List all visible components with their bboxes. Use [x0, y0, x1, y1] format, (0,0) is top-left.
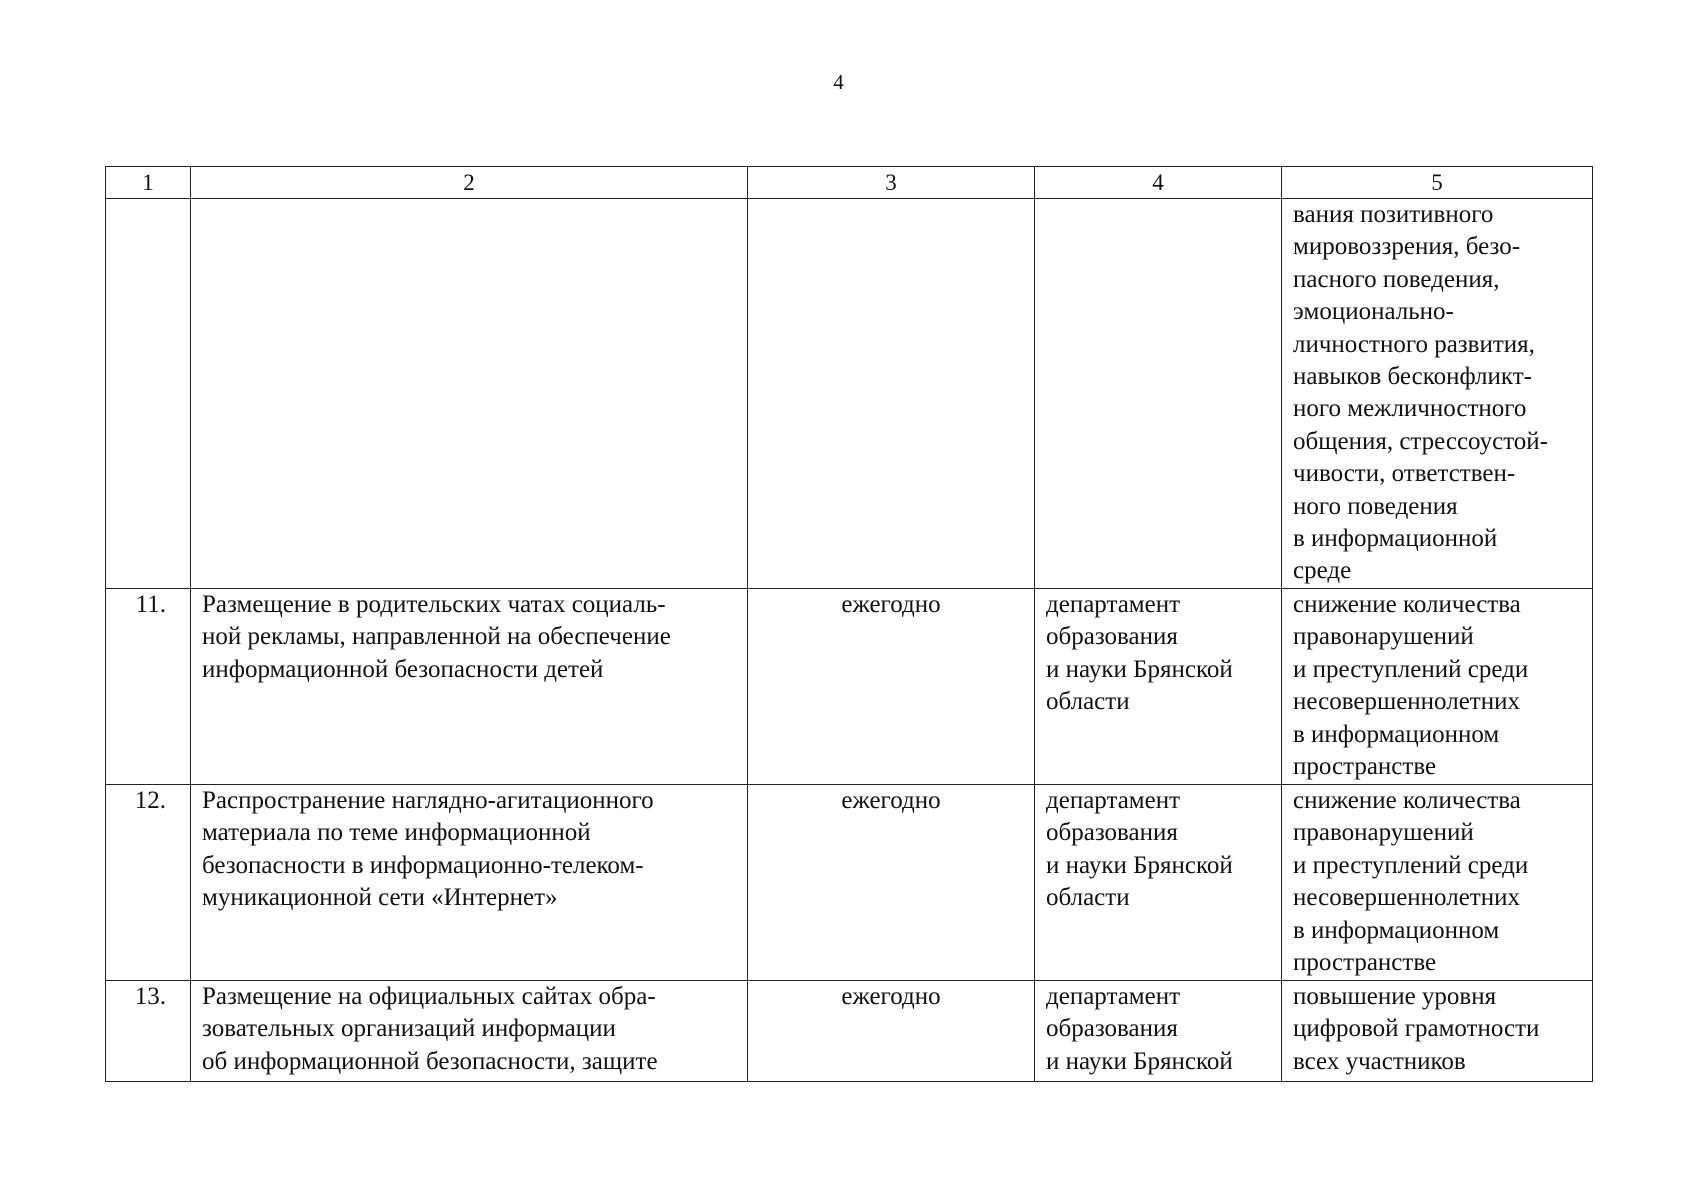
text-line: навыков бесконфликт-: [1293, 363, 1532, 391]
table-row-continued: [106, 199, 1593, 589]
header-cell-1: 1: [106, 167, 191, 199]
text-line: безопасности в информационно-телеком-: [202, 851, 644, 879]
activity-cell: [191, 785, 748, 981]
term-cell: [748, 199, 1035, 589]
text-line: мировоззрения, безо-: [1293, 233, 1521, 261]
measures-table: [105, 166, 1593, 1082]
header-cell-5: 5: [1282, 167, 1593, 199]
text-line: и науки Брянской: [1046, 1047, 1233, 1075]
text-line: среде: [1293, 557, 1352, 585]
text-line: несовершеннолетних: [1293, 884, 1520, 912]
executor-cell: [1035, 199, 1282, 589]
text-line: департамент: [1046, 787, 1181, 814]
header-row: [106, 167, 1593, 199]
text-line: зовательных организаций информации: [202, 1015, 616, 1043]
result-text: [1293, 981, 1581, 1078]
text-line: повышение уровня: [1293, 983, 1497, 1010]
executor-cell: [1035, 785, 1282, 981]
table-row: [106, 981, 1593, 1082]
text-line: материала по теме информационной: [202, 819, 591, 847]
text-line: несовершеннолетних: [1293, 688, 1520, 716]
text-line: образования: [1046, 623, 1178, 651]
result-text: [1293, 589, 1581, 783]
result-text: [1293, 199, 1581, 588]
text-line: Размещение в родительских чатах социаль-: [202, 591, 666, 618]
executor-cell: [1035, 981, 1282, 1082]
table-row: [106, 785, 1593, 981]
result-cell: [1282, 199, 1593, 589]
table-row: [106, 589, 1593, 785]
executor-text: [1046, 981, 1270, 1078]
text-line: департамент: [1046, 591, 1181, 618]
activity-cell: [191, 199, 748, 589]
term-cell: ежегодно: [748, 981, 1035, 1082]
text-line: общения, стрессоустой-: [1293, 427, 1549, 455]
header-cell-2: 2: [191, 167, 748, 199]
result-text: [1293, 785, 1581, 979]
text-line: снижение количества: [1293, 787, 1521, 814]
text-line: образования: [1046, 1015, 1178, 1043]
header-cell-3: 3: [748, 167, 1035, 199]
text-line: вания позитивного: [1293, 201, 1494, 228]
term-cell: ежегодно: [748, 785, 1035, 981]
header-cell-4: 4: [1035, 167, 1282, 199]
text-line: и преступлений среди: [1293, 655, 1529, 683]
activity-text: [202, 589, 736, 686]
executor-text: [1046, 785, 1270, 915]
text-line: личностного развития,: [1293, 330, 1535, 358]
text-line: Распространение наглядно-агитационного: [202, 787, 654, 814]
text-line: правонарушений: [1293, 819, 1474, 847]
text-line: правонарушений: [1293, 623, 1474, 651]
page-number: 4: [833, 70, 844, 94]
text-line: чивости, ответствен-: [1293, 460, 1516, 488]
result-cell: [1282, 981, 1593, 1082]
text-line: эмоционально-: [1293, 298, 1454, 326]
text-line: в информационной: [1293, 525, 1498, 553]
text-line: об информационной безопасности, защите: [202, 1047, 658, 1075]
text-line: и преступлений среди: [1293, 851, 1529, 879]
executor-cell: [1035, 589, 1282, 785]
text-line: информационной безопасности детей: [202, 655, 604, 683]
text-line: снижение количества: [1293, 591, 1521, 618]
result-cell: [1282, 589, 1593, 785]
activity-text: [202, 785, 736, 915]
activity-cell: [191, 981, 748, 1082]
text-line: в информационном: [1293, 916, 1500, 944]
text-line: пространстве: [1293, 753, 1437, 781]
text-line: и науки Брянской: [1046, 655, 1233, 683]
text-line: департамент: [1046, 983, 1181, 1010]
num-cell: 13.: [106, 981, 191, 1082]
text-line: ной рекламы, направленной на обеспечение: [202, 623, 671, 651]
text-line: области: [1046, 688, 1130, 716]
text-line: пространстве: [1293, 949, 1437, 977]
num-cell: 11.: [106, 589, 191, 785]
num-cell: [106, 199, 191, 589]
text-line: ного межличностного: [1293, 395, 1527, 423]
text-line: муникационной сети «Интернет»: [202, 884, 558, 912]
text-line: и науки Брянской: [1046, 851, 1233, 879]
activity-cell: [191, 589, 748, 785]
text-line: цифровой грамотности: [1293, 1015, 1540, 1043]
num-cell: 12.: [106, 785, 191, 981]
text-line: всех участников: [1293, 1047, 1466, 1075]
text-line: пасного поведения,: [1293, 265, 1500, 293]
executor-text: [1046, 589, 1270, 719]
result-cell: [1282, 785, 1593, 981]
text-line: ного поведения: [1293, 492, 1458, 520]
term-cell: ежегодно: [748, 589, 1035, 785]
text-line: образования: [1046, 819, 1178, 847]
text-line: в информационном: [1293, 720, 1500, 748]
activity-text: [202, 981, 736, 1078]
text-line: Размещение на официальных сайтах обра-: [202, 983, 656, 1010]
text-line: области: [1046, 884, 1130, 912]
